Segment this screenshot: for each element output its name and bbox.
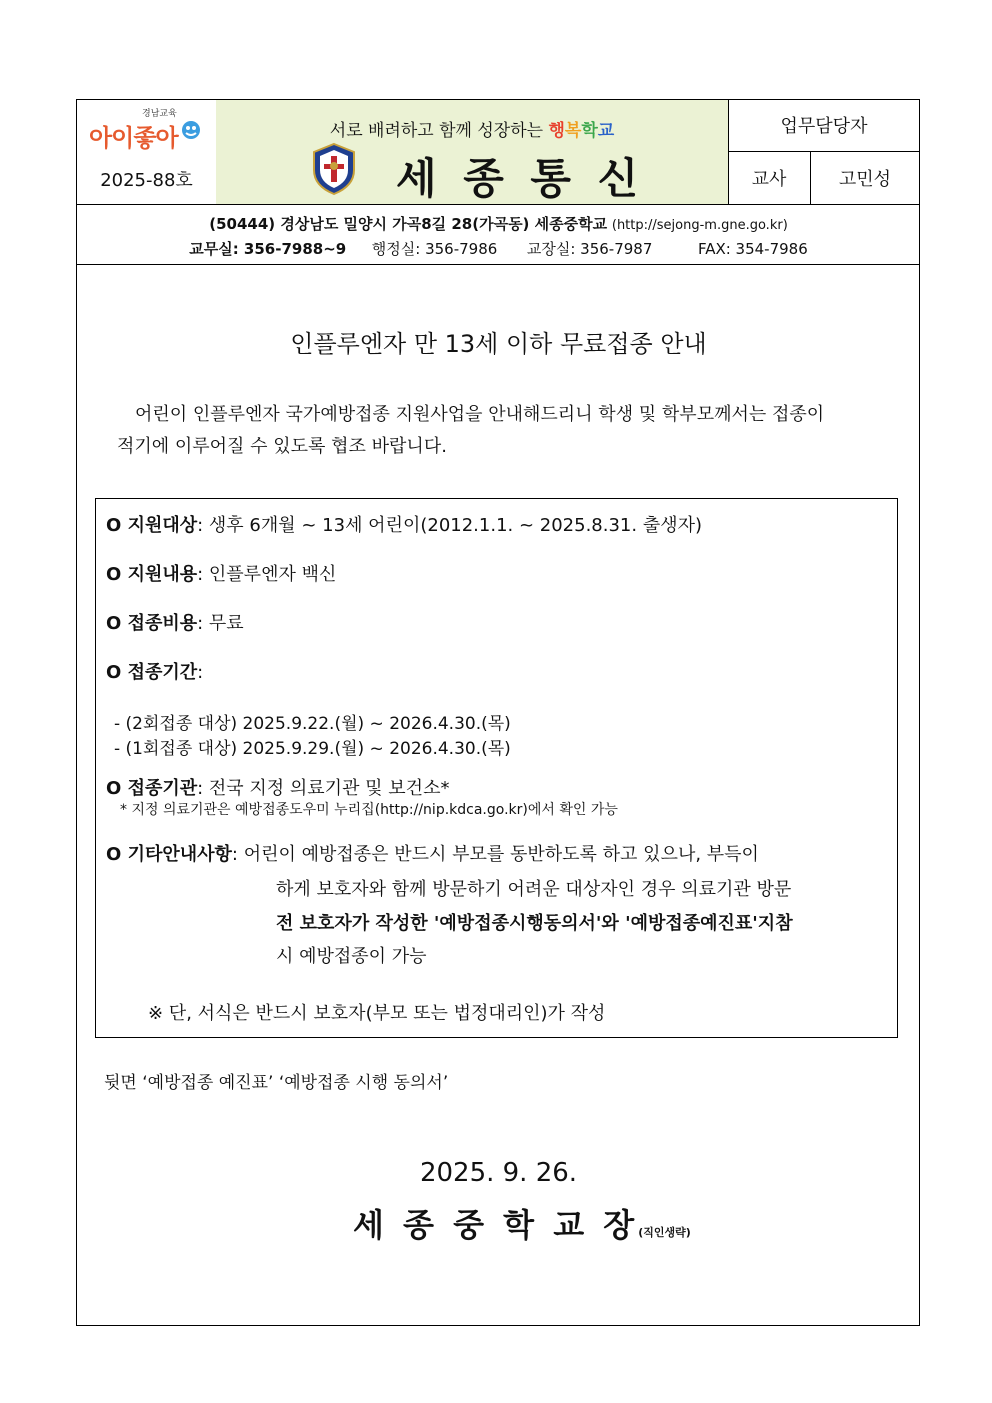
cost-row	[106, 609, 244, 635]
address-line	[77, 213, 920, 234]
logo-swoosh-icon	[179, 118, 203, 142]
etc-label: O 기타안내사항	[106, 844, 232, 865]
header-title-cell	[216, 100, 729, 204]
slogan-char: 교	[597, 121, 615, 141]
phone-principal: 교장실: 356-7987	[526, 240, 653, 258]
header-bottom-divider	[77, 204, 920, 205]
issue-number: 2025-88호	[100, 170, 193, 191]
intro-line-2: 적기에 이루어질 수 있도록 협조 바랍니다.	[117, 436, 447, 457]
phone-admin: 행정실: 356-7986	[371, 240, 498, 258]
logo-caption: 경남교육	[142, 109, 177, 119]
school-url[interactable]: (http://sejong-m.gne.go.kr)	[611, 218, 788, 233]
target-value: : 생후 6개월 ~ 13세 어린이(2012.1.1. ~ 2025.8.31. 출생자)	[197, 515, 703, 536]
seal-omitted-note: (직인생략)	[638, 1226, 691, 1239]
slogan-highlight	[548, 121, 614, 141]
header-left-cell	[77, 100, 217, 204]
period-label: O 접종기간	[106, 662, 198, 683]
school-logo	[87, 106, 205, 152]
period-value: :	[197, 662, 204, 683]
fax-number: FAX: 354-7986	[697, 240, 808, 258]
cost-value: : 무료	[197, 613, 244, 634]
facility-value: : 전국 지정 의료기관 및 보건소*	[197, 778, 450, 799]
target-row	[106, 511, 702, 537]
period-line-2: - (1회접종 대상) 2025.9.29.(월) ~ 2026.4.30.(목)	[114, 739, 511, 759]
back-page-note: 뒷면 ‘예방접종 예진표’ ‘예방접종 시행 동의서’	[104, 1073, 449, 1093]
content-row	[106, 560, 336, 586]
etc-note: ※ 단, 서식은 반드시 보호자(부모 또는 법정대리인)가 작성	[148, 1003, 606, 1024]
issue-date: 2025. 9. 26.	[419, 1158, 578, 1188]
content-label: O 지원내용	[106, 564, 198, 585]
contact-line	[77, 238, 920, 259]
notice-title: 인플루엔자 만 13세 이하 무료접종 안내	[290, 330, 707, 358]
period-line-1: - (2회접종 대상) 2025.9.22.(월) ~ 2026.4.30.(목)	[114, 714, 511, 734]
etc-row	[106, 840, 759, 866]
slogan-text: 서로 배려하고 함께 성장하는	[329, 121, 549, 141]
staff-divider	[728, 151, 920, 152]
slogan-char: 학	[581, 121, 598, 141]
address-bottom-divider	[77, 264, 920, 265]
facility-row	[106, 774, 449, 800]
phone-main: 교무실: 356-7988~9	[189, 240, 347, 258]
slogan-char: 복	[564, 121, 582, 141]
staff-name: 고민성	[838, 169, 892, 190]
school-address: (50444) 경상남도 밀양시 가곡8길 28(가곡동) 세종중학교	[209, 215, 608, 233]
staff-cell	[728, 100, 920, 204]
facility-note: * 지정 의료기관은 예방접종도우미 누리집(http://nip.kdca.go.kr)에서 확인 가능	[120, 802, 618, 818]
staff-header: 업무담당자	[780, 116, 868, 137]
period-row	[106, 658, 203, 684]
target-label: O 지원대상	[106, 515, 198, 536]
content-value: : 인플루엔자 백신	[197, 564, 337, 585]
cost-label: O 접종비용	[106, 613, 198, 634]
slogan	[216, 116, 728, 141]
facility-label: O 접종기관	[106, 778, 198, 799]
etc-line-3: 전 보호자가 작성한 '예방접종시행동의서'와 '예방접종예진표'지참	[276, 913, 793, 934]
signature-block	[353, 1200, 691, 1246]
etc-line-4: 시 예방접종이 가능	[276, 946, 427, 967]
slogan-char: 행	[548, 121, 565, 141]
newsletter-title: 세 종 통 신	[396, 154, 645, 203]
principal-signature: 세 종 중 학 교 장	[353, 1206, 639, 1244]
logo-text: 아이좋아	[89, 124, 178, 152]
etc-line-1: : 어린이 예방접종은 반드시 부모를 동반하도록 하고 있으나, 부득이	[231, 844, 759, 865]
school-emblem-icon	[310, 142, 358, 196]
document-frame	[76, 99, 920, 1326]
intro-line-1: 어린이 인플루엔자 국가예방접종 지원사업을 안내해드리니 학생 및 학부모께서는 접종이	[135, 404, 825, 425]
etc-line-2: 하게 보호자와 함께 방문하기 어려운 대상자인 경우 의료기관 방문	[276, 879, 792, 900]
info-box	[95, 498, 898, 1038]
staff-role: 교사	[751, 169, 787, 190]
